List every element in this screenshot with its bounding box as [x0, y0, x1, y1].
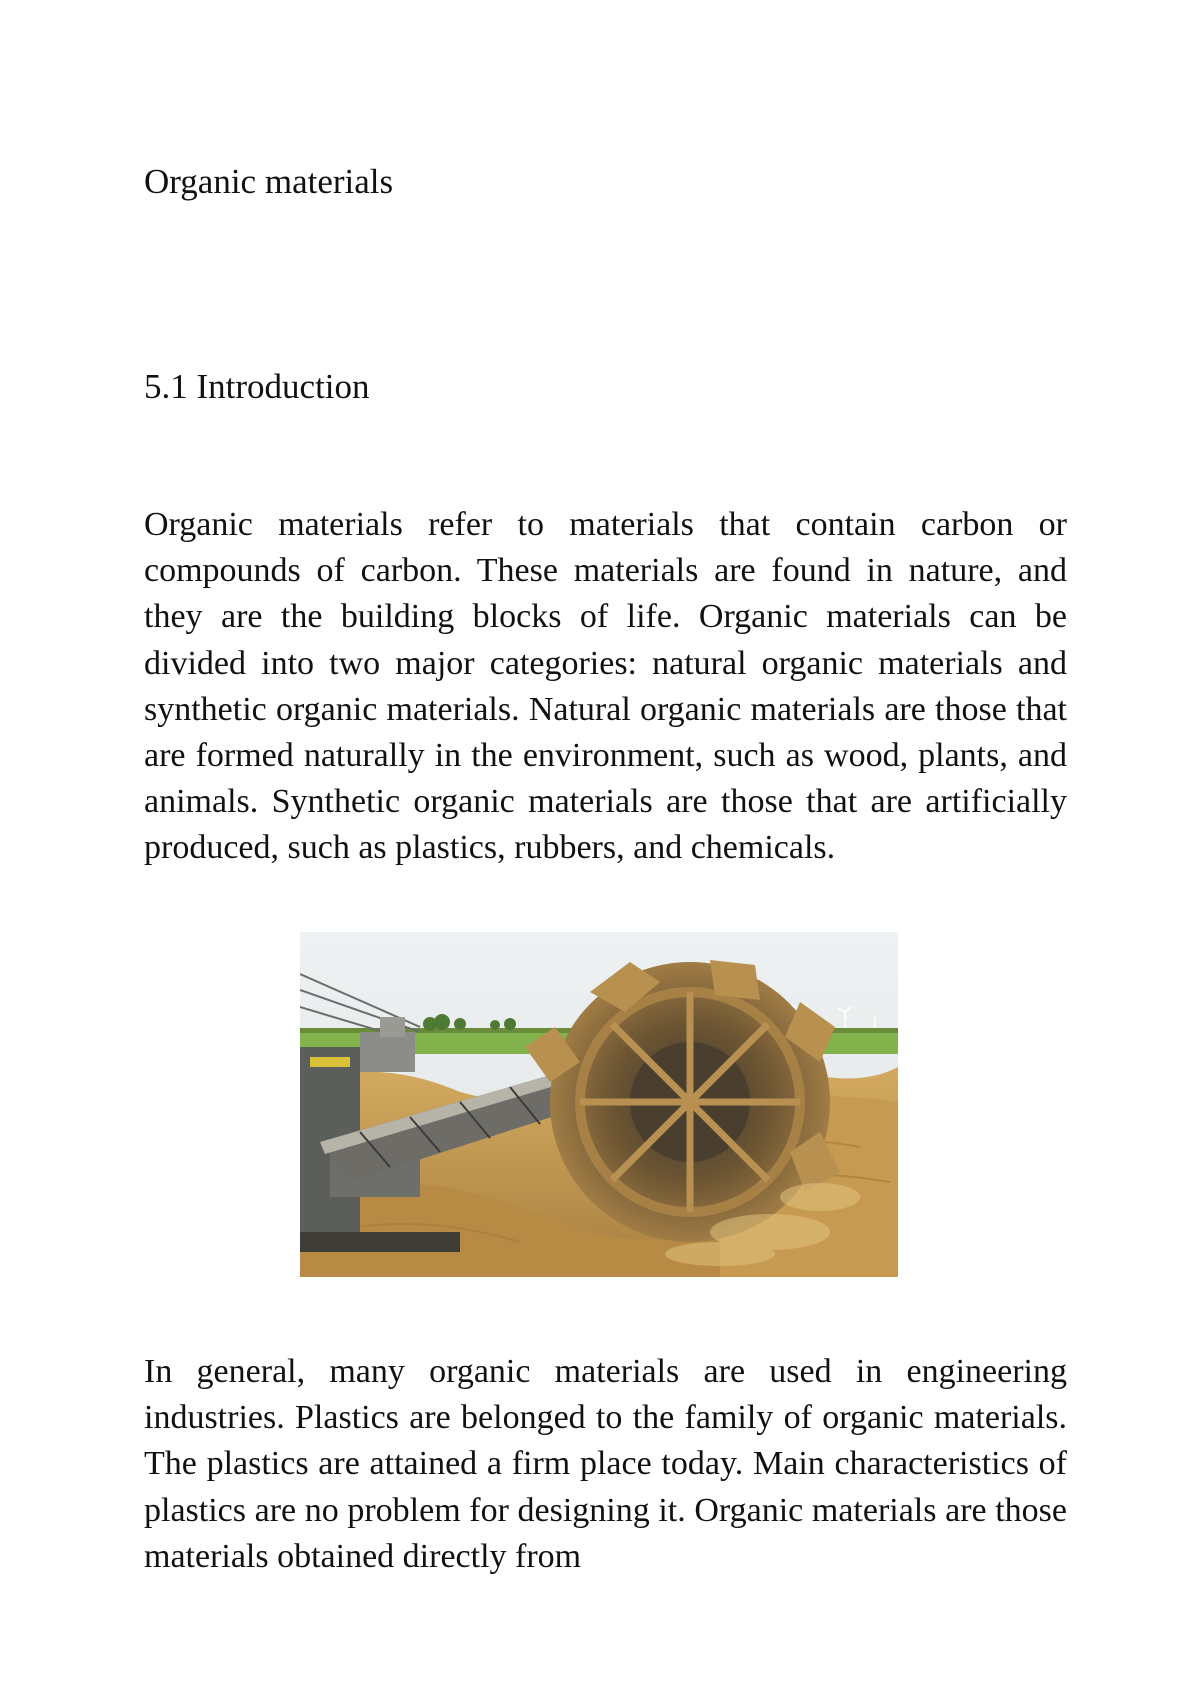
chapter-title: Organic materials — [144, 162, 394, 201]
intro-paragraph: Organic materials refer to materials that contain carbon or compounds of carbon. These materials are found in nature, and they are the building blocks of life. Organic materials can be divided into two major categories: natural organic materials and synthetic organic materials. Natural organic materials are those that are formed naturally in the environment, such as wood, plants, and animals. Synthetic organic materials are those that are artificially produced, such as plastics, rubbers, and chemicals. — [144, 506, 1067, 867]
bucket-wheel-excavator-illustration — [300, 932, 898, 1277]
excavator-photo — [300, 932, 898, 1277]
section-heading: 5.1 Introduction — [144, 367, 370, 406]
general-paragraph: In general, many organic materials are used in engineering industries. Plastics are belonged to the family of organic materials. The plastics are attained a firm place today. Main characteristics of plastics are no problem for designing it. Organic materials are those materials obtained directly from — [144, 1353, 1067, 1575]
